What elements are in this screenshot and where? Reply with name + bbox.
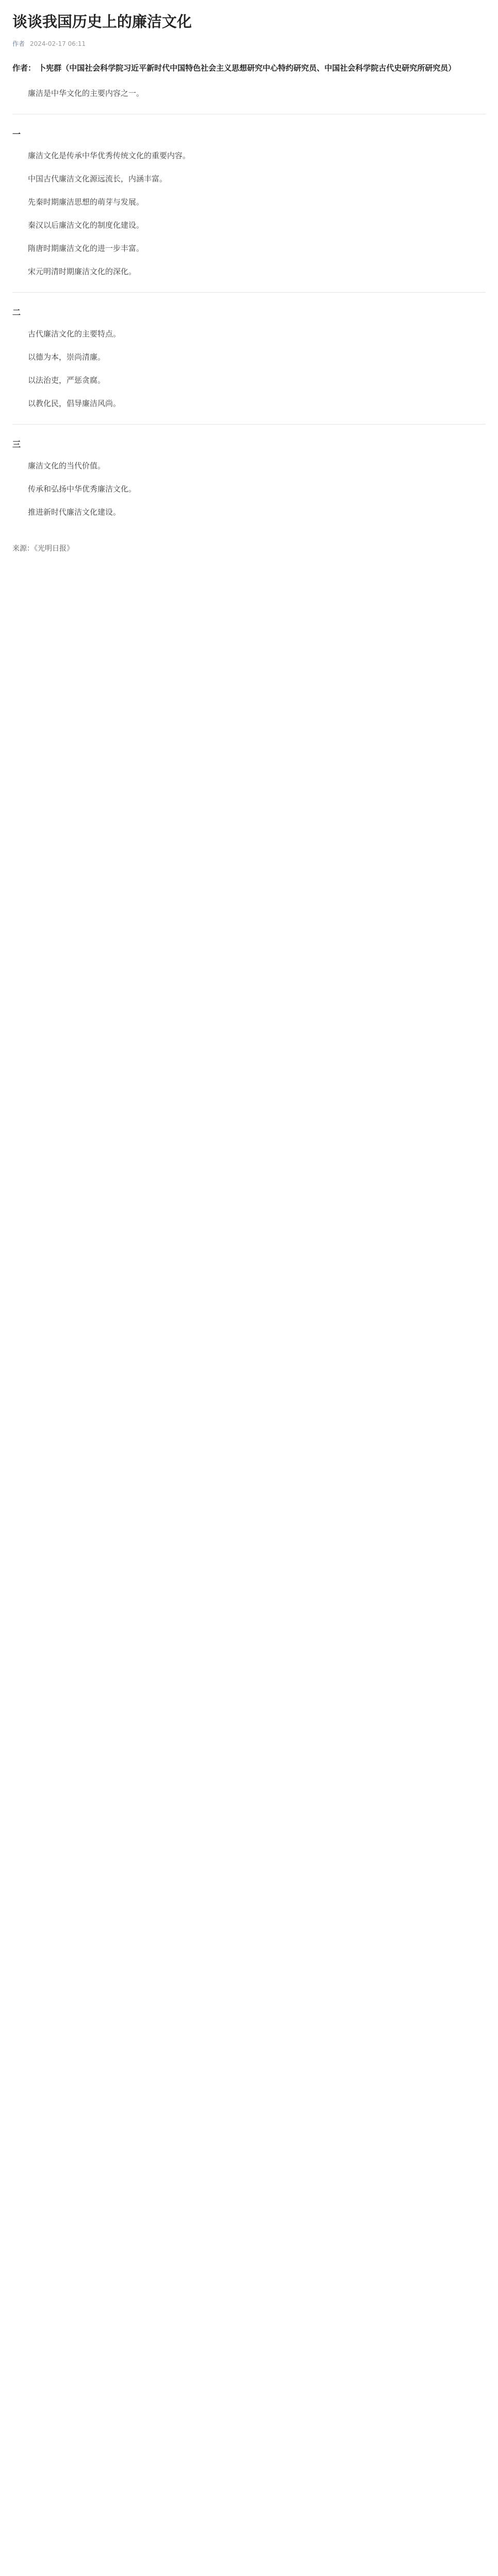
abstract-text: 卜宪群（中国社会科学院习近平新时代中国特色社会主义思想研究中心特约研究员、中国社会科学院古代史研究所研究员） (38, 63, 456, 73)
section-number: 三 (12, 439, 21, 449)
paragraph: 传承和弘扬中华优秀廉洁文化。 (28, 484, 137, 494)
article-meta (12, 39, 486, 48)
paragraph: 推进新时代廉洁文化建设。 (28, 507, 121, 517)
section-number: 一 (12, 129, 21, 139)
section-divider (12, 292, 486, 293)
section-number: 二 (12, 308, 21, 317)
paragraph: 宋元明清时期廉洁文化的深化。 (28, 267, 137, 276)
article-container (12, 0, 486, 553)
publish-date: 2024-02-17 06:11 (30, 40, 86, 47)
paragraph: 隋唐时期廉洁文化的进一步丰富。 (28, 244, 144, 253)
paragraph: 以德为本，崇尚清廉。 (28, 352, 106, 362)
article-source: 来源：《光明日报》 (12, 545, 74, 553)
article-abstract (12, 61, 486, 75)
paragraph: 廉洁文化是传承中华优秀传统文化的重要内容。 (28, 151, 191, 160)
article-title: 谈谈我国历史上的廉洁文化 (12, 13, 192, 30)
paragraph: 中国古代廉洁文化源远流长，内涵丰富。 (28, 174, 168, 183)
paragraph: 廉洁文化的当代价值。 (28, 461, 106, 470)
paragraph: 先秦时期廉洁思想的萌芽与发展。 (28, 197, 144, 207)
paragraph: 秦汉以后廉洁文化的制度化建设。 (28, 221, 144, 230)
abstract-label: 作者： (12, 63, 36, 73)
paragraph: 古代廉洁文化的主要特点。 (28, 329, 121, 338)
intro-paragraph: 廉洁是中华文化的主要内容之一。 (28, 89, 144, 98)
section-divider (12, 424, 486, 425)
paragraph: 以法治吏，严惩贪腐。 (28, 376, 106, 385)
paragraph: 以教化民，倡导廉洁风尚。 (28, 399, 121, 408)
author-link[interactable]: 作者 (12, 40, 25, 47)
